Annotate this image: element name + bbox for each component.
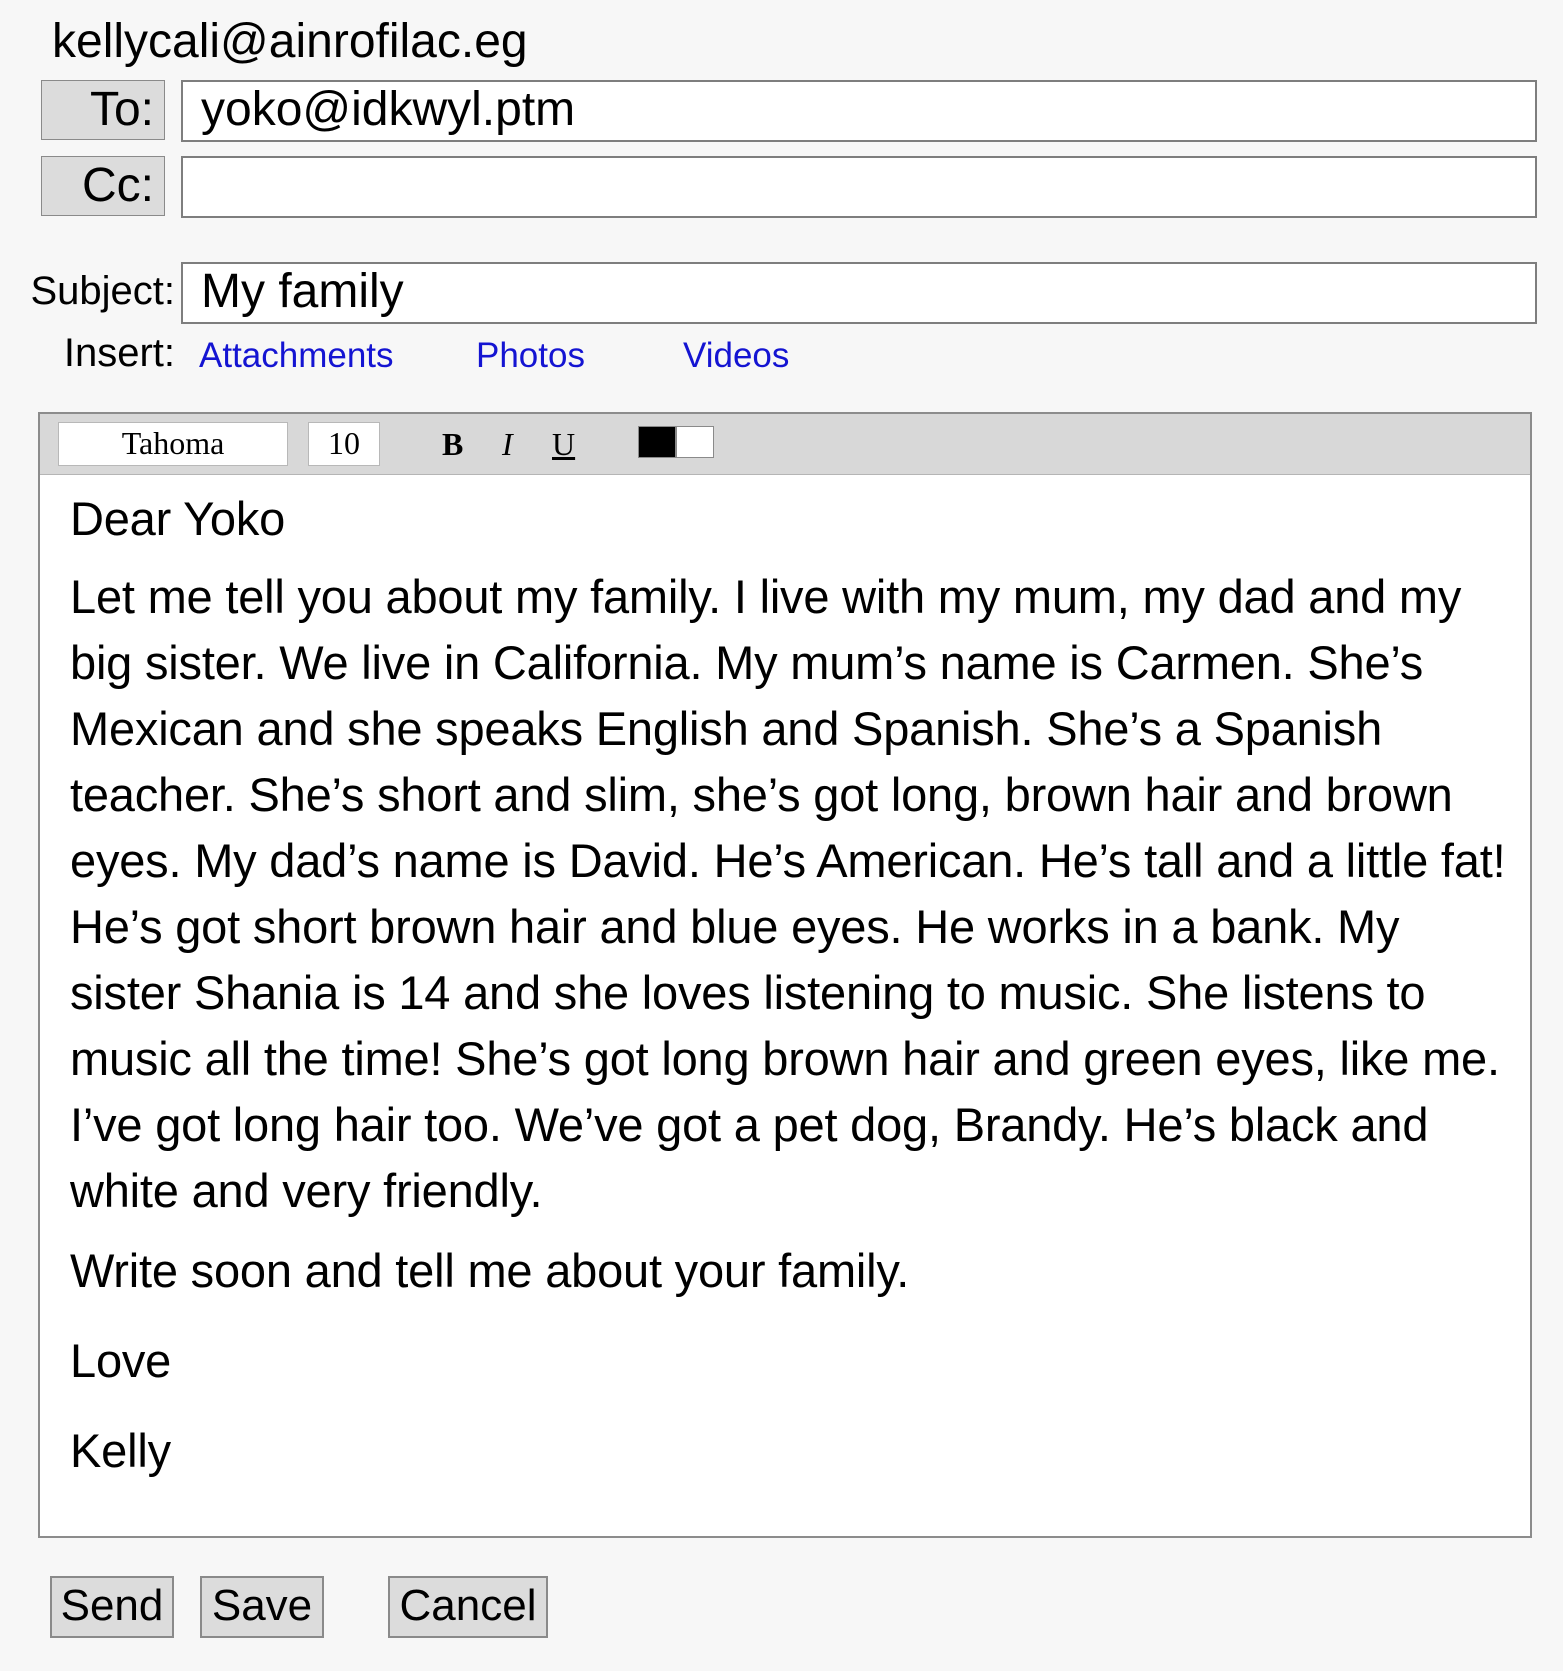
formatting-toolbar [40, 414, 1530, 475]
background-color-swatch[interactable] [676, 426, 714, 458]
to-button[interactable]: To: [41, 80, 165, 140]
message-paragraph: Let me tell you about my family. I live with my mum, my dad and my big sister. We live in California. My mum’s name is Carmen. She’s Mexican and she speaks English and Spanish. She’s a Spanish teacher. She’s short and slim, she’s got long, brown hair and brown eyes. My dad’s name is David. He’s American. He’s tall and a little fat! He’s got short brown hair and blue eyes. He works in a bank. My sister Shania is 14 and she loves listening to music. She listens to music all the time! She’s got long brown hair and green eyes, like me. I’ve got long hair too. We’ve got a pet dog, Brandy. He’s black and white and very friendly. [70, 570, 1506, 1217]
insert-label: Insert: [63, 331, 175, 375]
from-address: kellycali@ainrofilac.eg [52, 15, 528, 68]
attachments-link[interactable]: Attachments [199, 336, 394, 375]
cancel-button[interactable]: Cancel [388, 1576, 548, 1638]
cc-field[interactable] [181, 156, 1537, 218]
message-sign-off: Love [70, 1334, 172, 1387]
subject-label: Subject: [30, 269, 175, 313]
videos-link[interactable]: Videos [683, 336, 790, 375]
underline-button[interactable]: U [552, 426, 576, 462]
message-greeting: Dear Yoko [70, 492, 286, 545]
message-closing-line: Write soon and tell me about your family. [70, 1244, 910, 1297]
text-color-swatch[interactable] [638, 426, 676, 458]
to-field[interactable]: yoko@idkwyl.ptm [181, 80, 1537, 142]
save-button[interactable]: Save [200, 1576, 324, 1638]
message-body[interactable] [70, 486, 1510, 1484]
subject-field[interactable]: My family [181, 262, 1537, 324]
bold-button[interactable]: B [442, 426, 464, 462]
message-signature: Kelly [70, 1424, 171, 1477]
message-editor[interactable] [38, 412, 1532, 1538]
send-button[interactable]: Send [50, 1576, 174, 1638]
photos-link[interactable]: Photos [476, 336, 585, 375]
italic-button[interactable]: I [502, 426, 513, 462]
cc-button[interactable]: Cc: [41, 156, 165, 216]
font-family-select[interactable]: Tahoma [58, 422, 288, 466]
font-size-select[interactable]: 10 [308, 422, 380, 466]
